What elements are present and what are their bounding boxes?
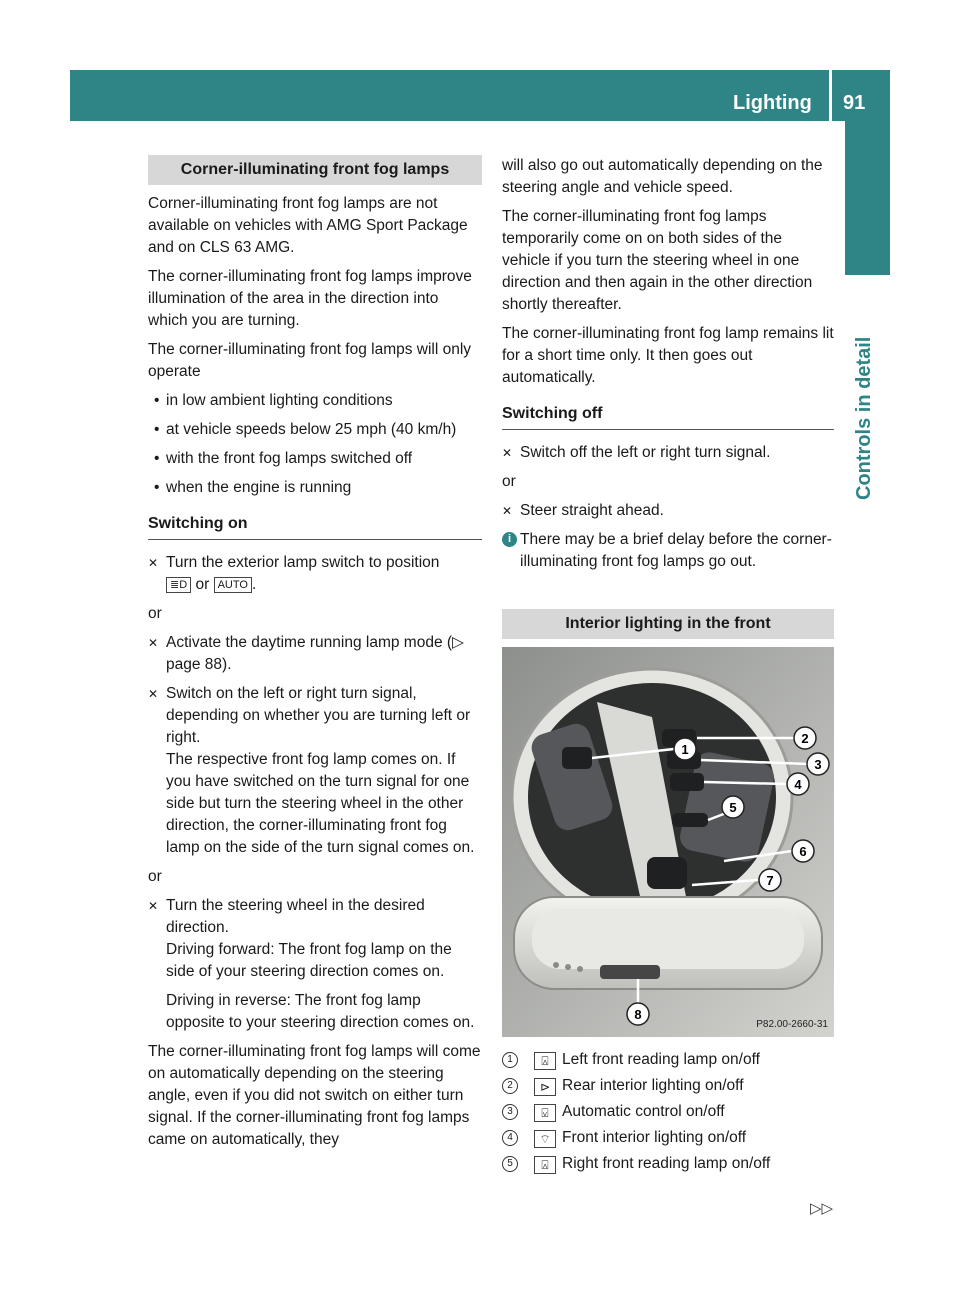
rear-light-icon: ⊳ (534, 1078, 556, 1096)
step-item (148, 632, 482, 676)
legend-text: Left front reading lamp on/off (562, 1051, 760, 1068)
info-note (502, 529, 834, 573)
step-item (148, 683, 482, 859)
callout-number: 2 (801, 731, 809, 746)
header-divider (829, 70, 832, 121)
callout-marker (787, 773, 809, 795)
callout-number: 6 (799, 844, 807, 859)
step-item: ✕ Turn the exterior lamp switch to position ≣D or AUTO . (148, 554, 440, 593)
mirror-button (565, 964, 571, 970)
front-interior-light-icon: ⌔ (534, 1130, 556, 1148)
reading-lamp-icon: ⍓ (534, 1156, 556, 1174)
callout-number: 5 (729, 800, 737, 815)
paragraph: Corner-illuminating front fog lamps are not available on vehicles with AMG Sport Package and on CLS 63 AMG. (148, 195, 468, 256)
bullet-mark: • (154, 479, 160, 496)
step-item (148, 895, 482, 1034)
legend-item (502, 1101, 834, 1123)
or-text: or (502, 473, 516, 490)
step-or: or (195, 576, 210, 593)
right-column (502, 155, 834, 1179)
paragraph: The corner-illuminating front fog lamps temporarily come on on both sides of the vehicle if you turn the steering wheel in one direction and then again in the other direction shortly thereafter. (502, 208, 813, 313)
legend-item (502, 1153, 834, 1175)
right-reading-button (672, 813, 708, 827)
front-interior-button (670, 773, 704, 791)
step-arrow-icon: ✕ (502, 504, 513, 518)
bullet-text: with the front fog lamps switched off (166, 450, 413, 467)
side-tab (845, 121, 890, 275)
step-result: Driving in reverse: The front fog lamp opposite to your steering direction comes on. (166, 992, 475, 1031)
step-arrow-icon: ✕ (148, 687, 159, 701)
mirror-sensor-strip (600, 965, 660, 979)
legend-text: Front interior lighting on/off (562, 1129, 747, 1146)
step-arrow-icon: ✕ (148, 556, 159, 570)
section-heading-fog-lamps: Corner-illuminating front fog lamps (148, 155, 482, 185)
callout-marker (674, 738, 696, 760)
step-result: Driving forward: The front fog lamp on the side of your steering direction comes on. (166, 941, 452, 980)
paragraph: The corner-illuminating front fog lamp remains lit for a short time only. It then goes out automatically. (502, 325, 834, 386)
info-text: There may be a brief delay before the corner-illuminating front fog lamps go out. (520, 531, 832, 570)
callout-marker (807, 753, 829, 775)
callout-number: 1 (681, 742, 689, 757)
legend-number: 1 (502, 1052, 518, 1068)
bullet-mark: • (154, 392, 160, 409)
subheading-switching-off: Switching off (502, 403, 834, 430)
paragraph: The corner-illuminating front fog lamps will come on automatically depending on the steering angle, even if you did not switch on either turn signal. If the corner-illuminating front fog lamps came on automatically, they (148, 1043, 481, 1148)
step-result: The respective front fog lamp comes on. If you have switched on the turn signal for one side but turn the steering wheel in the other direction, the corner-illuminating front fog lamp on the side of the turn signal comes on. (166, 751, 475, 856)
continued-arrow-icon: ▷▷ (810, 1200, 834, 1217)
legend-number: 4 (502, 1130, 518, 1146)
overhead-control-panel-photo (502, 647, 834, 1037)
step-text: Activate the daytime running lamp mode (▷ page 88). (166, 634, 464, 673)
callout-number: 8 (634, 1007, 642, 1022)
legend-number: 5 (502, 1156, 518, 1172)
legend-text: Automatic control on/off (562, 1103, 725, 1120)
bullet-item (148, 448, 482, 470)
mirror-glass (532, 909, 804, 969)
callout-marker (627, 1003, 649, 1025)
bullet-item (148, 419, 482, 441)
callout-legend (502, 1049, 834, 1175)
reading-lamp-icon: ⍓ (534, 1052, 556, 1070)
step-text: Switch on the left or right turn signal, depending on whether you are turning left or right. (166, 685, 471, 746)
callout-marker (722, 796, 744, 818)
bullet-item (148, 390, 482, 412)
figure-code: P82.00-2660-31 (756, 1019, 828, 1030)
bullet-mark: • (154, 450, 160, 467)
page-number: 91 (843, 92, 866, 114)
chapter-title: Lighting (733, 92, 812, 114)
callout-number: 7 (766, 873, 774, 888)
step-text: Switch off the left or right turn signal. (520, 444, 771, 461)
auto-symbol-icon: AUTO (214, 577, 252, 593)
mirror-button (553, 962, 559, 968)
bullet-mark: • (154, 421, 160, 438)
lower-button (647, 857, 687, 889)
overhead-panel-illustration (502, 647, 834, 1037)
auto-control-icon: ⍌ (534, 1104, 556, 1122)
step-arrow-icon: ✕ (148, 636, 159, 650)
legend-text: Right front reading lamp on/off (562, 1155, 771, 1172)
step-arrow-icon: ✕ (148, 899, 159, 913)
side-section-label: Controls in detail (853, 336, 875, 500)
or-text: or (148, 605, 162, 622)
legend-item (502, 1075, 834, 1097)
left-reading-button (562, 747, 592, 769)
step-text: Turn the steering wheel in the desired direction. (166, 897, 425, 936)
paragraph: The corner-illuminating front fog lamps improve illumination of the area in the direction into which you are turning. (148, 268, 472, 329)
step-text: Turn the exterior lamp switch to position (166, 554, 440, 571)
legend-text: Rear interior lighting on/off (562, 1077, 744, 1094)
info-icon: i (502, 532, 517, 547)
callout-marker (792, 840, 814, 862)
low-beam-symbol-icon: ≣D (166, 577, 191, 593)
legend-number: 2 (502, 1078, 518, 1094)
subheading-switching-on: Switching on (148, 513, 482, 540)
step-text: Steer straight ahead. (520, 502, 664, 519)
step-item (502, 442, 834, 464)
paragraph: The corner-illuminating front fog lamps will only operate (148, 341, 472, 380)
step-arrow-icon: ✕ (502, 446, 513, 460)
legend-item (502, 1127, 834, 1149)
or-text: or (148, 868, 162, 885)
callout-marker (759, 869, 781, 891)
step-item (502, 500, 834, 522)
mirror-button (577, 966, 583, 972)
bullet-text: when the engine is running (166, 479, 352, 496)
callout-number: 4 (794, 777, 802, 792)
bullet-item (148, 477, 482, 499)
section-heading-interior-lighting: Interior lighting in the front (502, 609, 834, 639)
callout-number: 3 (814, 757, 822, 772)
left-column (148, 155, 482, 1158)
paragraph: will also go out automatically depending on the steering angle and vehicle speed. (502, 157, 823, 196)
legend-number: 3 (502, 1104, 518, 1120)
bullet-text: at vehicle speeds below 25 mph (40 km/h) (166, 421, 457, 438)
legend-item (502, 1049, 834, 1071)
bullet-text: in low ambient lighting conditions (166, 392, 393, 409)
callout-marker (794, 727, 816, 749)
